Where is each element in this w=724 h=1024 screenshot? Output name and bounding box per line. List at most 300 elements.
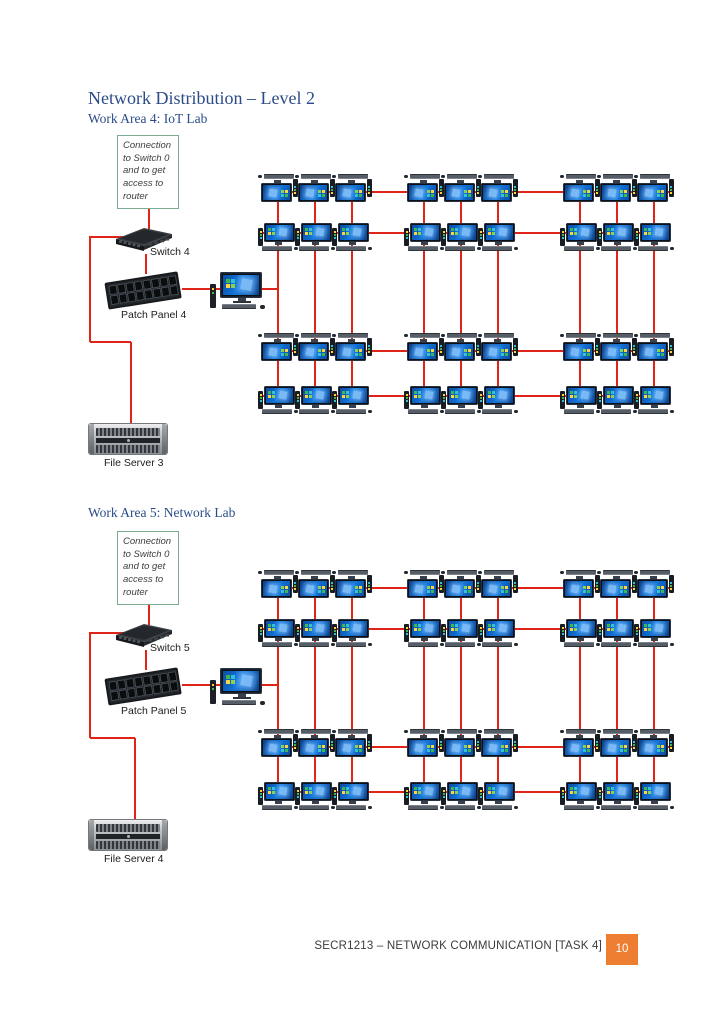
workstation-pc — [560, 223, 600, 253]
monitor-stand-icon — [494, 180, 501, 183]
monitor-stand-icon — [421, 638, 428, 641]
mouse-icon — [634, 334, 638, 337]
keyboard-icon — [640, 174, 670, 179]
workstation-pc — [404, 331, 444, 361]
mouse-icon — [634, 571, 638, 574]
note-box: Connection to Switch 0 and to get access to router — [117, 135, 179, 209]
monitor-stand-icon — [311, 735, 318, 738]
file-server-label: File Server 3 — [104, 457, 164, 469]
monitor-base-icon — [233, 301, 251, 303]
pc-tower-icon — [404, 228, 409, 246]
pc-tower-icon — [404, 624, 409, 642]
monitor-stand-icon — [577, 242, 584, 245]
monitor-icon — [447, 386, 478, 405]
keyboard-icon — [408, 805, 438, 810]
mouse-icon — [368, 410, 372, 413]
keyboard-icon — [445, 409, 475, 414]
windows-screen-icon — [483, 740, 510, 755]
monitor-icon — [566, 386, 597, 405]
pc-tower-icon — [634, 624, 639, 642]
monitor-stand-icon — [614, 242, 621, 245]
workstation-pc — [332, 331, 372, 361]
monitor-icon — [220, 668, 262, 694]
windows-screen-icon — [340, 621, 367, 636]
windows-screen-icon — [565, 740, 592, 755]
windows-screen-icon — [639, 185, 666, 200]
mouse-icon — [514, 806, 518, 809]
monitor-stand-icon — [349, 638, 356, 641]
work-area-heading: Work Area 4: IoT Lab — [88, 111, 208, 126]
keyboard-icon — [566, 333, 596, 338]
monitor-stand-icon — [275, 801, 282, 804]
monitor-stand-icon — [495, 801, 502, 804]
workstation-pc — [295, 727, 335, 757]
windows-screen-icon — [300, 581, 327, 596]
windows-screen-icon — [565, 185, 592, 200]
footer-course-text: SECR1213 – NETWORK COMMUNICATION [TASK 4] — [314, 940, 602, 952]
workstation-pc — [332, 172, 372, 202]
mouse-icon — [634, 730, 638, 733]
mouse-icon — [634, 175, 638, 178]
keyboard-icon — [603, 570, 633, 575]
pc-tower-icon — [295, 787, 300, 805]
monitor-icon — [481, 183, 512, 202]
monitor-icon — [410, 223, 441, 242]
monitor-stand-icon — [577, 405, 584, 408]
monitor-icon — [566, 223, 597, 242]
workstation-pc — [258, 386, 298, 416]
pc-tower-icon — [669, 575, 674, 593]
mouse-icon — [597, 730, 601, 733]
mouse-icon — [260, 701, 265, 705]
keyboard-icon — [408, 246, 438, 251]
monitor-stand-icon — [348, 576, 355, 579]
windows-screen-icon — [412, 621, 439, 636]
workstation-pc — [478, 223, 518, 253]
monitor-icon — [444, 342, 475, 361]
windows-screen-icon — [602, 185, 629, 200]
workstation-pc — [560, 782, 600, 812]
keyboard-icon — [638, 805, 668, 810]
monitor-icon — [481, 342, 512, 361]
workstation-pc — [634, 568, 674, 598]
windows-screen-icon — [605, 388, 632, 403]
keyboard-icon — [301, 174, 331, 179]
keyboard-icon — [566, 729, 596, 734]
windows-screen-icon — [337, 185, 364, 200]
pc-tower-icon — [258, 228, 263, 246]
pc-tower-icon — [478, 391, 483, 409]
keyboard-icon — [447, 729, 477, 734]
windows-screen-icon — [568, 225, 595, 240]
pc-tower-icon — [332, 787, 337, 805]
keyboard-icon — [564, 246, 594, 251]
pc-tower-icon — [597, 228, 602, 246]
workstation-pc — [597, 727, 637, 757]
mouse-icon — [670, 806, 674, 809]
file-server-part — [89, 820, 94, 850]
keyboard-icon — [336, 805, 366, 810]
workstation-pc — [404, 619, 444, 649]
keyboard-icon — [638, 409, 668, 414]
monitor-stand-icon — [312, 242, 319, 245]
mouse-icon — [670, 643, 674, 646]
workstation-pc — [560, 568, 600, 598]
monitor-stand-icon — [613, 339, 620, 342]
keyboard-icon — [445, 642, 475, 647]
monitor-icon — [603, 782, 634, 801]
mouse-icon — [332, 730, 336, 733]
windows-screen-icon — [303, 784, 330, 799]
file-server-label: File Server 4 — [104, 853, 164, 865]
monitor-stand-icon — [613, 735, 620, 738]
monitor-icon — [261, 579, 292, 598]
monitor-icon — [298, 579, 329, 598]
mouse-icon — [670, 247, 674, 250]
monitor-icon — [637, 342, 668, 361]
workstation-pc — [295, 386, 335, 416]
workstation-pc — [258, 172, 298, 202]
monitor-icon — [410, 782, 441, 801]
monitor-stand-icon — [275, 242, 282, 245]
keyboard-icon — [410, 570, 440, 575]
monitor-stand-icon — [614, 638, 621, 641]
pc-tower-icon — [441, 787, 446, 805]
monitor-icon — [563, 579, 594, 598]
workstation-pc — [597, 172, 637, 202]
pc-tower-icon — [441, 624, 446, 642]
monitor-icon — [447, 782, 478, 801]
windows-screen-icon — [337, 740, 364, 755]
monitor-icon — [447, 619, 478, 638]
switch-to-server-line — [90, 341, 131, 343]
windows-screen-icon — [449, 225, 476, 240]
monitor-stand-icon — [613, 180, 620, 183]
keyboard-icon — [603, 333, 633, 338]
workstation-pc — [560, 386, 600, 416]
monitor-icon — [335, 342, 366, 361]
keyboard-icon — [601, 805, 631, 810]
windows-screen-icon — [449, 784, 476, 799]
monitor-icon — [600, 342, 631, 361]
workstation-pc — [404, 172, 444, 202]
workstation-pc — [560, 727, 600, 757]
monitor-icon — [264, 782, 295, 801]
workstation-pc — [634, 727, 674, 757]
windows-screen-icon — [300, 740, 327, 755]
workstation-pc — [441, 727, 481, 757]
switch-label: Switch 4 — [150, 246, 190, 258]
workstation-pc — [295, 331, 335, 361]
windows-screen-icon — [409, 344, 436, 359]
monitor-base-icon — [233, 697, 251, 699]
mouse-icon — [260, 305, 265, 309]
workstation-pc — [441, 223, 481, 253]
workstation-pc — [634, 331, 674, 361]
workstation-pc — [597, 568, 637, 598]
monitor-stand-icon — [312, 801, 319, 804]
note-box: Connection to Switch 0 and to get access to router — [117, 531, 179, 605]
monitor-stand-icon — [650, 339, 657, 342]
windows-screen-icon — [303, 225, 330, 240]
workstation-pc — [404, 782, 444, 812]
file-server-part — [89, 424, 94, 454]
keyboard-icon — [338, 570, 368, 575]
workstation-pc — [441, 172, 481, 202]
workstation-pc — [441, 619, 481, 649]
pc-tower-icon — [560, 787, 565, 805]
windows-screen-icon — [303, 621, 330, 636]
file-server-part — [96, 438, 160, 443]
workstation-pc — [441, 386, 481, 416]
monitor-stand-icon — [576, 339, 583, 342]
pc-tower-icon — [367, 179, 372, 197]
monitor-icon — [301, 223, 332, 242]
monitor-stand-icon — [420, 735, 427, 738]
monitor-icon — [600, 738, 631, 757]
pc-tower-icon — [258, 787, 263, 805]
windows-screen-icon — [446, 185, 473, 200]
keyboard-icon — [640, 333, 670, 338]
windows-screen-icon — [266, 784, 293, 799]
workstation-pc — [258, 619, 298, 649]
monitor-stand-icon — [495, 638, 502, 641]
monitor-stand-icon — [349, 405, 356, 408]
windows-screen-icon — [486, 784, 513, 799]
monitor-icon — [566, 782, 597, 801]
monitor-stand-icon — [458, 405, 465, 408]
mouse-icon — [258, 571, 262, 574]
server-drop-line — [134, 738, 136, 820]
monitor-icon — [563, 183, 594, 202]
monitor-icon — [444, 183, 475, 202]
mouse-icon — [597, 571, 601, 574]
workstation-pc — [597, 386, 637, 416]
pc-tower-icon — [332, 624, 337, 642]
mouse-icon — [404, 175, 408, 178]
mouse-icon — [478, 730, 482, 733]
mouse-icon — [295, 571, 299, 574]
keyboard-icon — [482, 805, 512, 810]
windows-screen-icon — [605, 784, 632, 799]
monitor-icon — [264, 619, 295, 638]
keyboard-icon — [447, 570, 477, 575]
keyboard-icon — [299, 805, 329, 810]
monitor-icon — [261, 183, 292, 202]
pc-tower-icon — [295, 391, 300, 409]
mouse-icon — [404, 334, 408, 337]
monitor-stand-icon — [614, 801, 621, 804]
monitor-icon — [481, 738, 512, 757]
monitor-stand-icon — [651, 801, 658, 804]
switch-to-server-line — [89, 632, 91, 738]
monitor-icon — [563, 738, 594, 757]
monitor-stand-icon — [614, 405, 621, 408]
monitor-icon — [407, 579, 438, 598]
workstation-pc — [634, 782, 674, 812]
monitor-stand-icon — [651, 638, 658, 641]
keyboard-icon — [482, 246, 512, 251]
pc-tower-icon — [597, 787, 602, 805]
keyboard-icon — [264, 570, 294, 575]
workstation-pc — [478, 727, 518, 757]
workstation-pc — [478, 331, 518, 361]
workstation-pc — [404, 568, 444, 598]
windows-screen-icon — [337, 581, 364, 596]
monitor-icon — [640, 223, 671, 242]
mouse-icon — [295, 334, 299, 337]
monitor-stand-icon — [495, 405, 502, 408]
pc-tower-icon — [597, 624, 602, 642]
monitor-stand-icon — [348, 180, 355, 183]
pc-tower-icon — [513, 179, 518, 197]
windows-screen-icon — [568, 388, 595, 403]
monitor-stand-icon — [348, 735, 355, 738]
monitor-stand-icon — [275, 405, 282, 408]
windows-screen-icon — [446, 344, 473, 359]
pc-tower-icon — [441, 228, 446, 246]
monitor-stand-icon — [420, 576, 427, 579]
monitor-stand-icon — [650, 576, 657, 579]
workstation-pc — [295, 172, 335, 202]
pc-tower-icon — [367, 338, 372, 356]
monitor-stand-icon — [348, 339, 355, 342]
windows-screen-icon — [300, 344, 327, 359]
workstation-pc — [295, 619, 335, 649]
pc-tower-icon — [513, 575, 518, 593]
mouse-icon — [332, 175, 336, 178]
keyboard-icon — [222, 304, 256, 309]
keyboard-icon — [336, 409, 366, 414]
mouse-icon — [478, 571, 482, 574]
keyboard-icon — [262, 409, 292, 414]
workstation-pc — [332, 386, 372, 416]
workstation-pc — [258, 223, 298, 253]
pc-tower-icon — [210, 284, 216, 308]
windows-screen-icon — [642, 784, 669, 799]
workstation-pc — [295, 223, 335, 253]
monitor-icon — [338, 782, 369, 801]
keyboard-icon — [482, 409, 512, 414]
keyboard-icon — [484, 729, 514, 734]
monitor-stand-icon — [421, 405, 428, 408]
monitor-stand-icon — [274, 735, 281, 738]
mouse-icon — [441, 571, 445, 574]
workstation-pc — [597, 619, 637, 649]
monitor-stand-icon — [650, 735, 657, 738]
keyboard-icon — [638, 642, 668, 647]
monitor-stand-icon — [457, 180, 464, 183]
keyboard-icon — [338, 174, 368, 179]
monitor-icon — [600, 183, 631, 202]
windows-screen-icon — [409, 185, 436, 200]
monitor-stand-icon — [311, 180, 318, 183]
keyboard-icon — [408, 409, 438, 414]
monitor-icon — [338, 223, 369, 242]
windows-screen-icon — [412, 784, 439, 799]
keyboard-icon — [338, 729, 368, 734]
workstation-pc — [478, 568, 518, 598]
monitor-icon — [298, 183, 329, 202]
pc-tower-icon — [295, 624, 300, 642]
workstation-pc — [560, 172, 600, 202]
workstation-pc — [332, 223, 372, 253]
keyboard-icon — [410, 333, 440, 338]
keyboard-icon — [301, 333, 331, 338]
windows-screen-icon — [340, 388, 367, 403]
windows-screen-icon — [263, 185, 290, 200]
mouse-icon — [258, 730, 262, 733]
windows-screen-icon — [568, 784, 595, 799]
monitor-stand-icon — [458, 242, 465, 245]
monitor-stand-icon — [650, 180, 657, 183]
monitor-icon — [335, 579, 366, 598]
windows-screen-icon — [486, 225, 513, 240]
monitor-icon — [640, 619, 671, 638]
monitor-stand-icon — [312, 638, 319, 641]
windows-screen-icon — [483, 344, 510, 359]
monitor-stand-icon — [495, 242, 502, 245]
monitor-icon — [338, 386, 369, 405]
pc-tower-icon — [295, 228, 300, 246]
monitor-icon — [603, 619, 634, 638]
mouse-icon — [368, 643, 372, 646]
mouse-icon — [560, 730, 564, 733]
monitor-stand-icon — [576, 180, 583, 183]
keyboard-icon — [445, 246, 475, 251]
keyboard-icon — [564, 409, 594, 414]
windows-screen-icon — [409, 740, 436, 755]
pc-tower-icon — [404, 391, 409, 409]
keyboard-icon — [264, 729, 294, 734]
workstation-pc — [258, 331, 298, 361]
windows-screen-icon — [266, 621, 293, 636]
monitor-icon — [407, 342, 438, 361]
keyboard-icon — [482, 642, 512, 647]
windows-screen-icon — [565, 581, 592, 596]
workstation-pc — [560, 331, 600, 361]
monitor-stand-icon — [457, 735, 464, 738]
monitor-icon — [338, 619, 369, 638]
monitor-icon — [640, 782, 671, 801]
monitor-stand-icon — [576, 735, 583, 738]
mouse-icon — [560, 334, 564, 337]
monitor-stand-icon — [421, 801, 428, 804]
workstation-pc — [332, 727, 372, 757]
windows-screen-icon — [639, 344, 666, 359]
workstation-pc — [295, 568, 335, 598]
keyboard-icon — [262, 805, 292, 810]
workstation-pc — [404, 727, 444, 757]
workstation-pc — [634, 223, 674, 253]
mouse-icon — [404, 730, 408, 733]
monitor-icon — [264, 223, 295, 242]
mouse-icon — [368, 806, 372, 809]
keyboard-icon — [408, 642, 438, 647]
monitor-icon — [444, 738, 475, 757]
keyboard-icon — [336, 246, 366, 251]
keyboard-icon — [601, 246, 631, 251]
windows-screen-icon — [602, 581, 629, 596]
monitor-stand-icon — [275, 638, 282, 641]
monitor-stand-icon — [274, 339, 281, 342]
keyboard-icon — [262, 246, 292, 251]
mouse-icon — [597, 334, 601, 337]
patch-panel-label: Patch Panel 5 — [121, 705, 187, 717]
workstation-pc — [258, 568, 298, 598]
pc-tower-icon — [210, 680, 216, 704]
windows-screen-icon — [483, 581, 510, 596]
